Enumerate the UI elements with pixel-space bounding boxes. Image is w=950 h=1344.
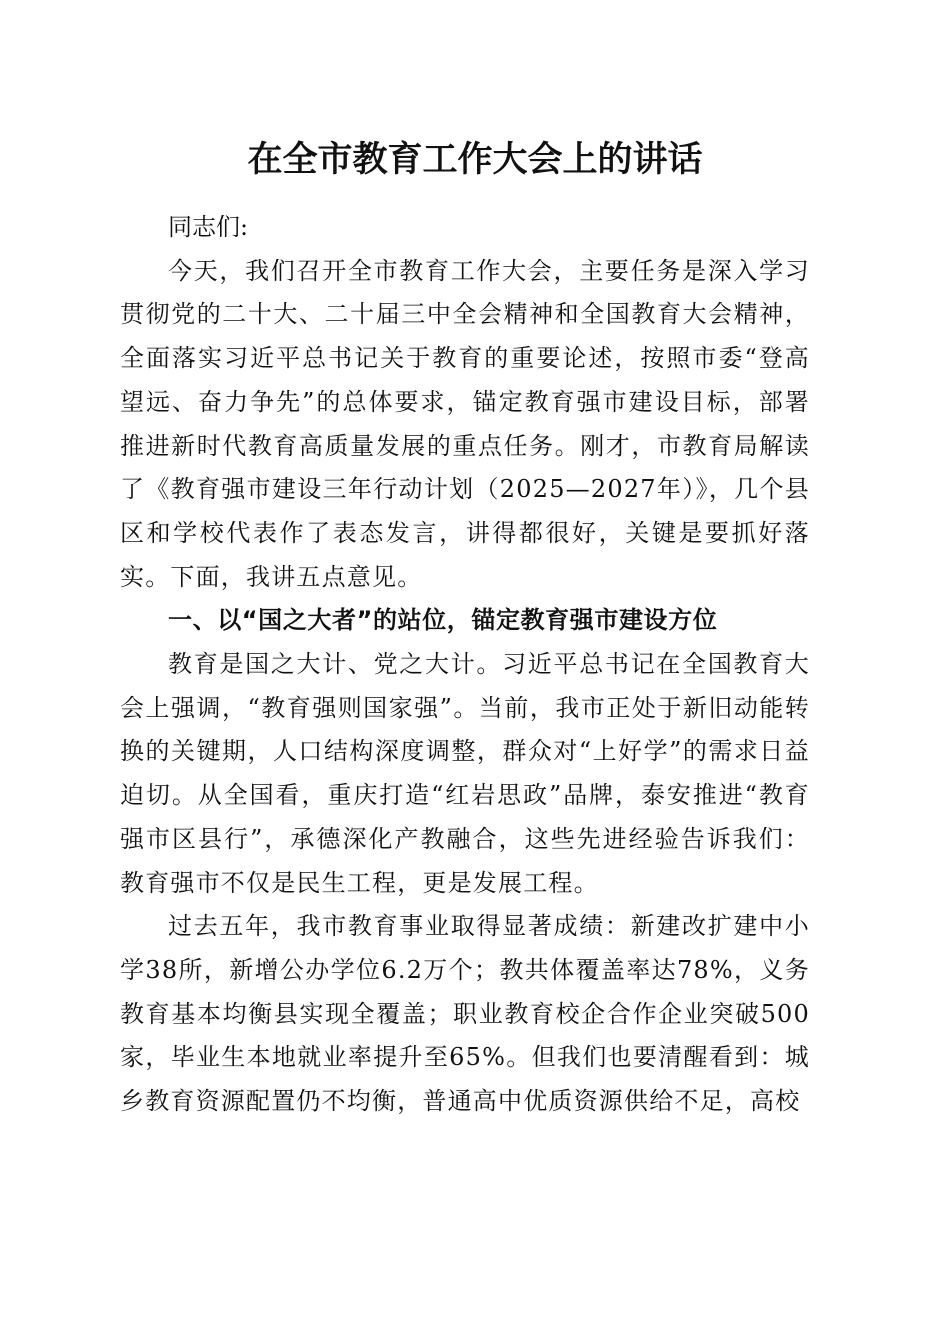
- document-title: 在全市教育工作大会上的讲话: [247, 139, 703, 180]
- section-heading-1: 一、以“国之大者”的站位，锚定教育强市建设方位: [168, 606, 718, 635]
- salutation: 同志们:: [168, 213, 249, 241]
- section1-paragraph-1: 教育是国之大计、党之大计。习近平总书记在全国教育大会上强调，“教育强则国家强”。当前，我市正处于新旧动能转换的关键期，人口结构深度调整，群众对“上好学”的需求日益迫切。从全国看，重庆打造“红岩思政”品牌，泰安推进“教育强市区县行”，承德深化产教融合，这些先进经验告诉我们：教育强市不仅是民生工程，更是发展工程。: [120, 650, 810, 897]
- intro-paragraph: 今天，我们召开全市教育工作大会，主要任务是深入学习贯彻党的二十大、二十届三中全会精神和全国教育大会精神，全面落实习近平总书记关于教育的重要论述，按照市委“登高望远、奋力争先”的总体要求，锚定教育强市建设目标，部署推进新时代教育高质量发展的重点任务。刚才，市教育局解读了《教育强市建设三年行动计划（2025—2027年）》，几个县区和学校代表作了表态发言，讲得都很好，关键是要抓好落实。下面，我讲五点意见。: [120, 256, 810, 591]
- document-body: [120, 206, 810, 1124]
- section1-paragraph-2: 过去五年，我市教育事业取得显著成绩：新建改扩建中小学38所，新增公办学位6.2万个；教共体覆盖率达78%，义务教育基本均衡县实现全覆盖；职业教育校企合作企业突破500家，毕业生本地就业率提升至65%。但我们也要清醒看到：城乡教育资源配置仍不均衡，普通高中优质资源供给不足，高校: [120, 912, 810, 1116]
